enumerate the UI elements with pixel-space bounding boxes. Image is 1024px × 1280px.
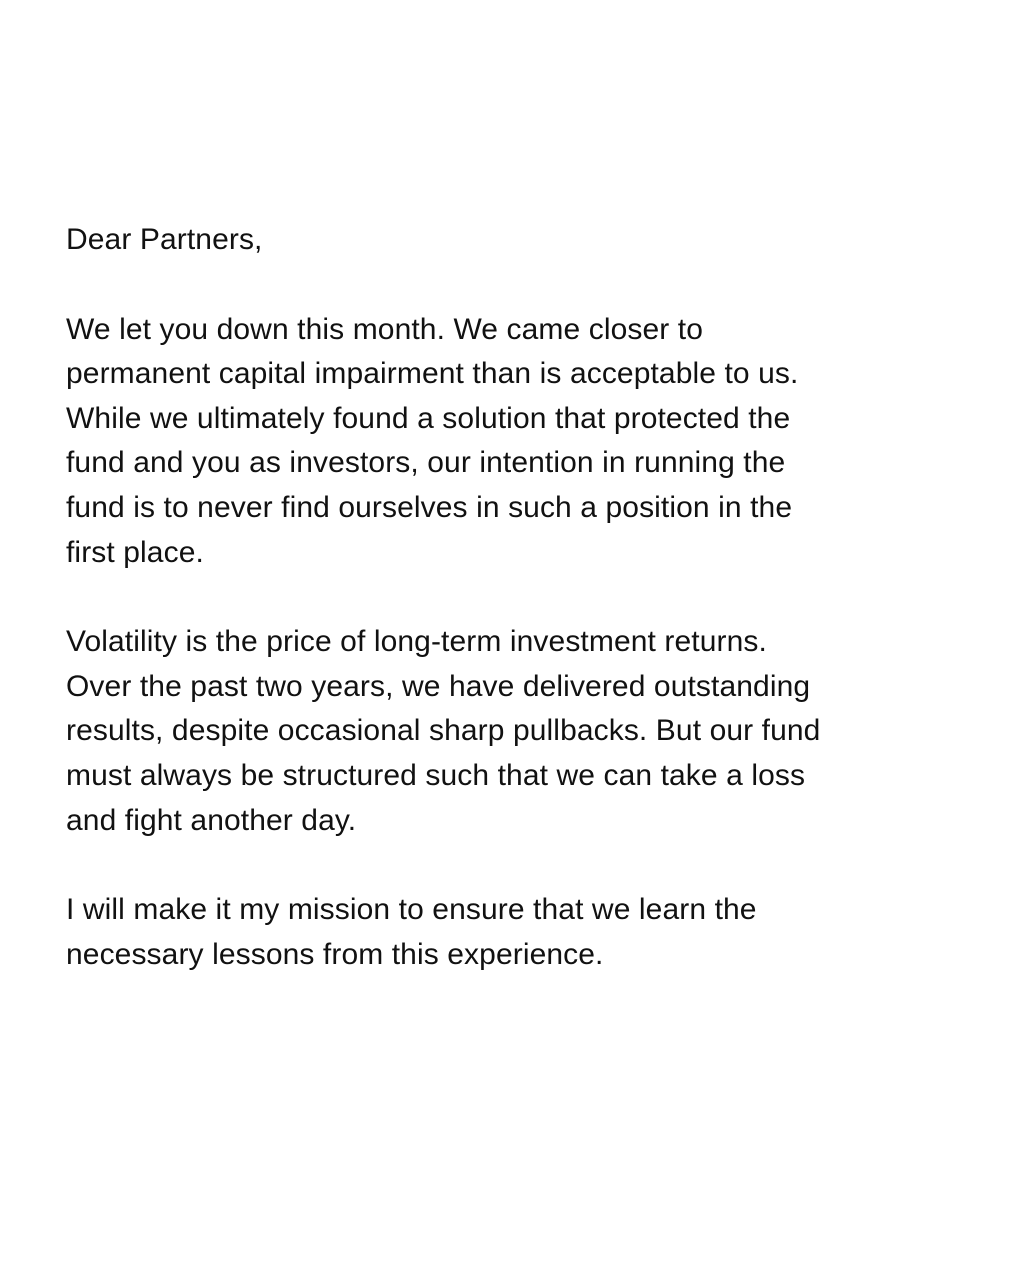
- paragraph-line: We let you down this month. We came closer to: [66, 312, 704, 346]
- paragraph-line: Volatility is the price of long-term investment returns.: [66, 625, 767, 659]
- paragraph-line: and fight another day.: [66, 803, 357, 837]
- letter-paragraph-3: [66, 888, 966, 977]
- paragraph-line: first place.: [66, 535, 204, 569]
- paragraph-line: must always be structured such that we can take a loss: [66, 758, 806, 792]
- paragraph-line: permanent capital impairment than is acceptable to us.: [66, 357, 799, 391]
- letter-paragraph-1: [66, 308, 966, 576]
- letter-greeting: Dear Partners,: [66, 223, 263, 256]
- paragraph-line: fund is to never find ourselves in such a position in the: [66, 490, 793, 524]
- paragraph-line: Over the past two years, we have delivered outstanding: [66, 669, 811, 703]
- paragraph-line: necessary lessons from this experience.: [66, 937, 604, 971]
- paragraph-line: fund and you as investors, our intention in running the: [66, 446, 786, 480]
- letter-body: [66, 218, 966, 977]
- paragraph-line: results, despite occasional sharp pullbacks. But our fund: [66, 714, 821, 748]
- paragraph-line: I will make it my mission to ensure that we learn the: [66, 893, 757, 927]
- paragraph-line: While we ultimately found a solution that protected the: [66, 401, 791, 435]
- letter-paragraph-2: [66, 620, 966, 843]
